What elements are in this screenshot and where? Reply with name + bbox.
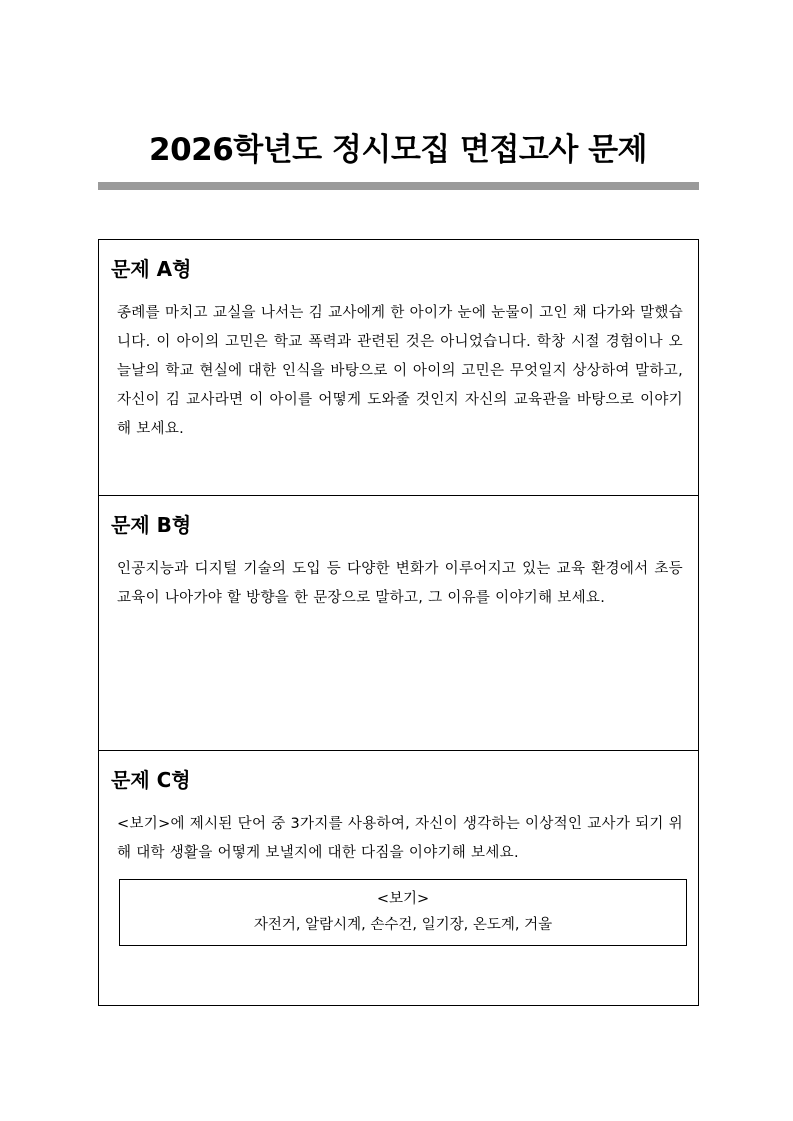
- question-c-text: <보기>에 제시된 단어 중 3가지를 사용하여, 자신이 생각하는 이상적인 교사가 되기 위해 대학 생활을 어떻게 보낼지에 대한 다짐을 이야기해 보세요.: [117, 816, 683, 861]
- title-underline: [98, 182, 699, 190]
- question-a-heading: 문제 A형: [111, 257, 192, 281]
- question-a-text: 종례를 마치고 교실을 나서는 김 교사에게 한 아이가 눈에 눈물이 고인 채 다가와 말했습니다. 이 아이의 고민은 학교 폭력과 관련된 것은 아니었습니다. 학창 시절 경험이나 오늘날의 학교 현실에 대한 인식을 바탕으로 이 아이의 고민은 무엇일지 상상하여 말하고, 자신이 김 교사라면 이 아이를 어떻게 도와줄 것인지 자신의 교육관을 바탕으로 이야기해 보세요.: [117, 305, 683, 437]
- question-a-section: [99, 240, 698, 496]
- bogi-title: <보기>: [376, 891, 430, 907]
- question-b-text: 인공지능과 디지털 기술의 도입 등 다양한 변화가 이루어지고 있는 교육 환경에서 초등 교육이 나아가야 할 방향을 한 문장으로 말하고, 그 이유를 이야기해 보세요.: [117, 561, 683, 606]
- question-c-heading: 문제 C형: [111, 768, 191, 792]
- question-c-section: [99, 751, 698, 1005]
- question-b-heading: 문제 B형: [111, 513, 192, 537]
- question-sheet: [98, 239, 699, 1006]
- bogi-box: [119, 879, 687, 946]
- bogi-word-list: 자전거, 알람시계, 손수건, 일기장, 온도계, 거울: [253, 917, 553, 933]
- question-b-section: [99, 496, 698, 751]
- page-title: 2026학년도 정시모집 면접고사 문제: [149, 132, 647, 168]
